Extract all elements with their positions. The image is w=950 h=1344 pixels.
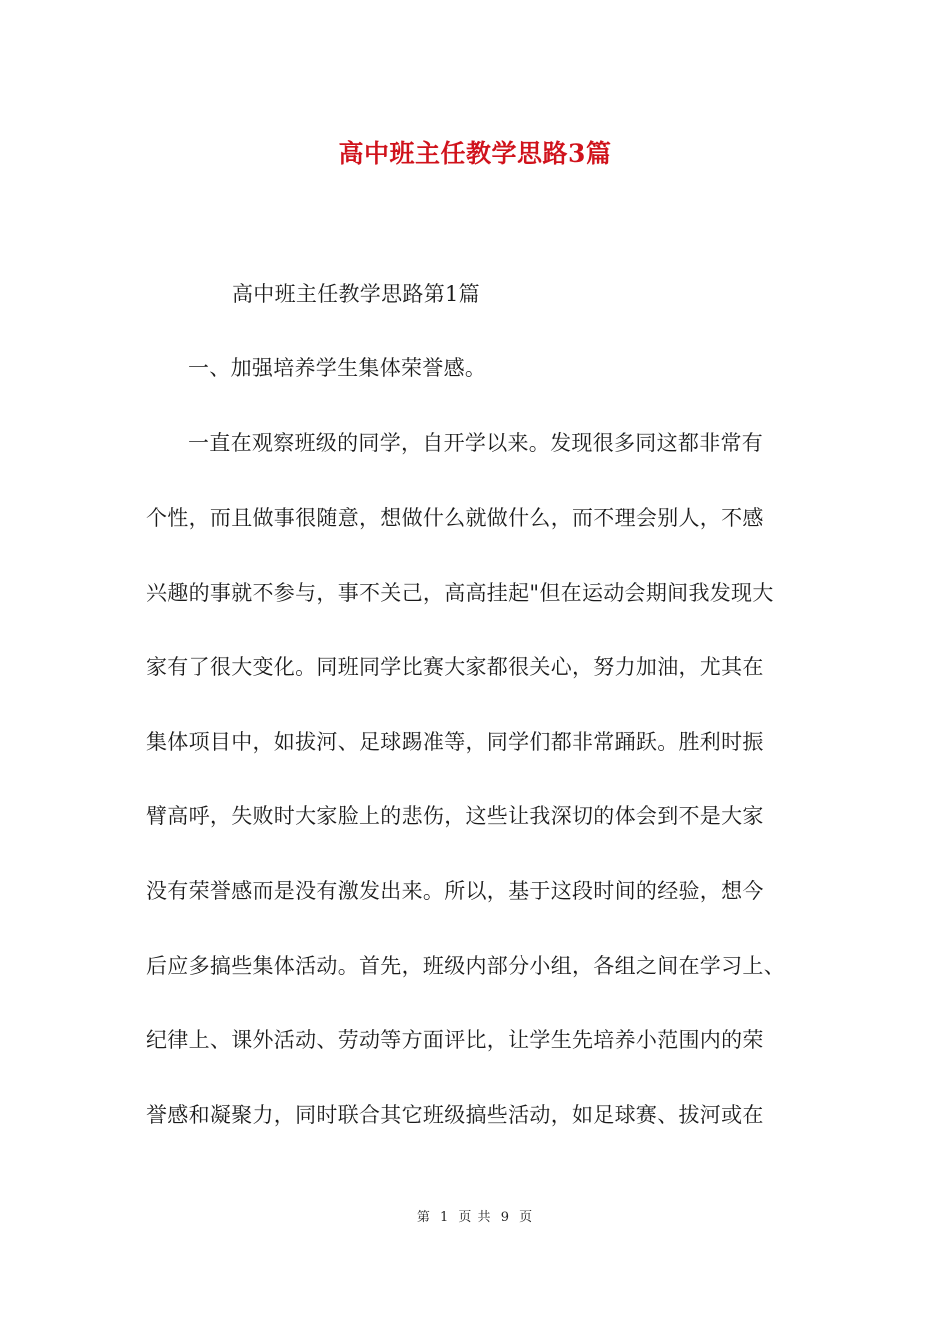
body-line: 纪律上、课外活动、劳动等方面评比，让学生先培养小范围内的荣 bbox=[146, 1028, 764, 1052]
page-label-suffix: 页 bbox=[519, 1210, 534, 1225]
current-page-number: 1 bbox=[440, 1210, 450, 1225]
body-line: 个性，而且做事很随意，想做什么就做什么，而不理会别人，不感 bbox=[146, 506, 764, 530]
body-line: 臂高呼，失败时大家脸上的悲伤，这些让我深切的体会到不是大家 bbox=[146, 804, 764, 828]
body-line: 家有了很大变化。同班同学比赛大家都很关心，努力加油，尤其在 bbox=[146, 655, 764, 679]
body-line: 誉感和凝聚力，同时联合其它班级搞些活动，如足球赛、拔河或在 bbox=[146, 1103, 764, 1127]
body-line: 兴趣的事就不参与，事不关己，高高挂起"但在运动会期间我发现大 bbox=[146, 581, 774, 605]
article-subtitle: 高中班主任教学思路第1篇 bbox=[232, 282, 480, 306]
page-title: 高中班主任教学思路3篇 bbox=[338, 139, 612, 168]
body-line: 集体项目中，如拔河、足球踢准等，同学们都非常踊跃。胜利时振 bbox=[146, 730, 764, 754]
body-line: 一直在观察班级的同学，自开学以来。发现很多同这都非常有 bbox=[188, 431, 764, 455]
body-line: 后应多搞些集体活动。首先，班级内部分小组，各组之间在学习上、 bbox=[146, 954, 785, 978]
page-footer bbox=[0, 1208, 950, 1228]
page-label-mid: 页 共 bbox=[458, 1210, 492, 1225]
section-heading: 一、加强培养学生集体荣誉感。 bbox=[188, 356, 487, 380]
page-label-prefix: 第 bbox=[416, 1210, 431, 1225]
total-pages-number: 9 bbox=[500, 1210, 510, 1225]
body-line: 没有荣誉感而是没有激发出来。所以，基于这段时间的经验，想今 bbox=[146, 879, 764, 903]
